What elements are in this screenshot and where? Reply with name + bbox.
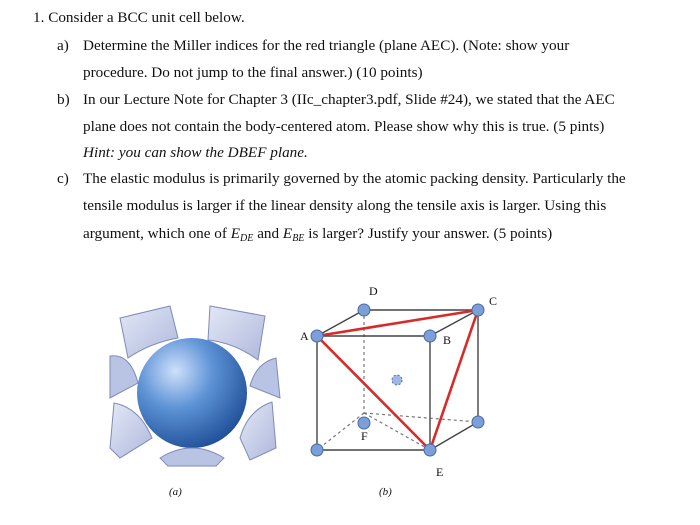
atom-b [424, 330, 436, 342]
part-c-line-2: tensile modulus is larger if the linear density along the tensile axis is larger. Using this [83, 197, 607, 214]
side-piece-left [110, 356, 138, 398]
corner-octant-bottom-right [240, 402, 276, 460]
part-c-line-1: The elastic modulus is primarily governed by the atomic packing density. Particularly the [83, 170, 626, 187]
label-e: E [436, 465, 444, 479]
side-piece-bottom [160, 448, 224, 466]
atom-e [424, 444, 436, 456]
atom-c [472, 304, 484, 316]
label-f: F [361, 429, 368, 443]
atom-f [358, 417, 370, 429]
part-c-line-3-post: is larger? Justify your answer. (5 points) [304, 225, 553, 242]
figure-b-bcc-unit-cell [290, 278, 530, 493]
part-b-hint: Hint: you can show the DBEF plane. [83, 144, 308, 161]
part-a-line-2: procedure. Do not jump to the final answer.) (10 points) [83, 64, 423, 81]
part-a-marker: a) [57, 37, 69, 54]
part-b-line-1: In our Lecture Note for Chapter 3 (IIc_chapter3.pdf, Slide #24), we stated that the AEC [83, 91, 615, 108]
part-c-marker: c) [57, 170, 69, 187]
side-piece-right [250, 358, 280, 398]
figure-a-bcc-sphere-model [100, 298, 290, 468]
label-c: C [489, 294, 498, 308]
label-d: D [369, 284, 378, 298]
part-a-line-1: Determine the Miller indices for the red triangle (plane AEC). (Note: show your [83, 37, 570, 54]
figure-a-caption: (a) [169, 486, 182, 498]
part-c-line-3 [83, 224, 552, 249]
atom-d [358, 304, 370, 316]
modulus-e-de: E [230, 225, 241, 242]
figure-b-caption: (b) [379, 486, 392, 498]
label-a: A [300, 329, 309, 343]
modulus-e-de-sub: DE [240, 233, 254, 244]
atom-bottom-back-right [472, 416, 484, 428]
part-b-line-2: plane does not contain the body-centered atom. Please show why this is true. (5 pints) [83, 118, 605, 135]
modulus-e-be-sub: BE [292, 233, 305, 244]
atom-body-center [392, 375, 402, 385]
question-title: 1. Consider a BCC unit cell below. [33, 9, 245, 26]
modulus-e-be: E [282, 225, 293, 242]
body-center-sphere [137, 338, 247, 448]
label-b: B [443, 333, 452, 347]
part-b-marker: b) [57, 91, 70, 108]
atom-a [311, 330, 323, 342]
part-c-line-3-mid: and [253, 225, 283, 242]
atom-bottom-front-left [311, 444, 323, 456]
part-c-line-3-pre: argument, which one of [83, 225, 231, 242]
